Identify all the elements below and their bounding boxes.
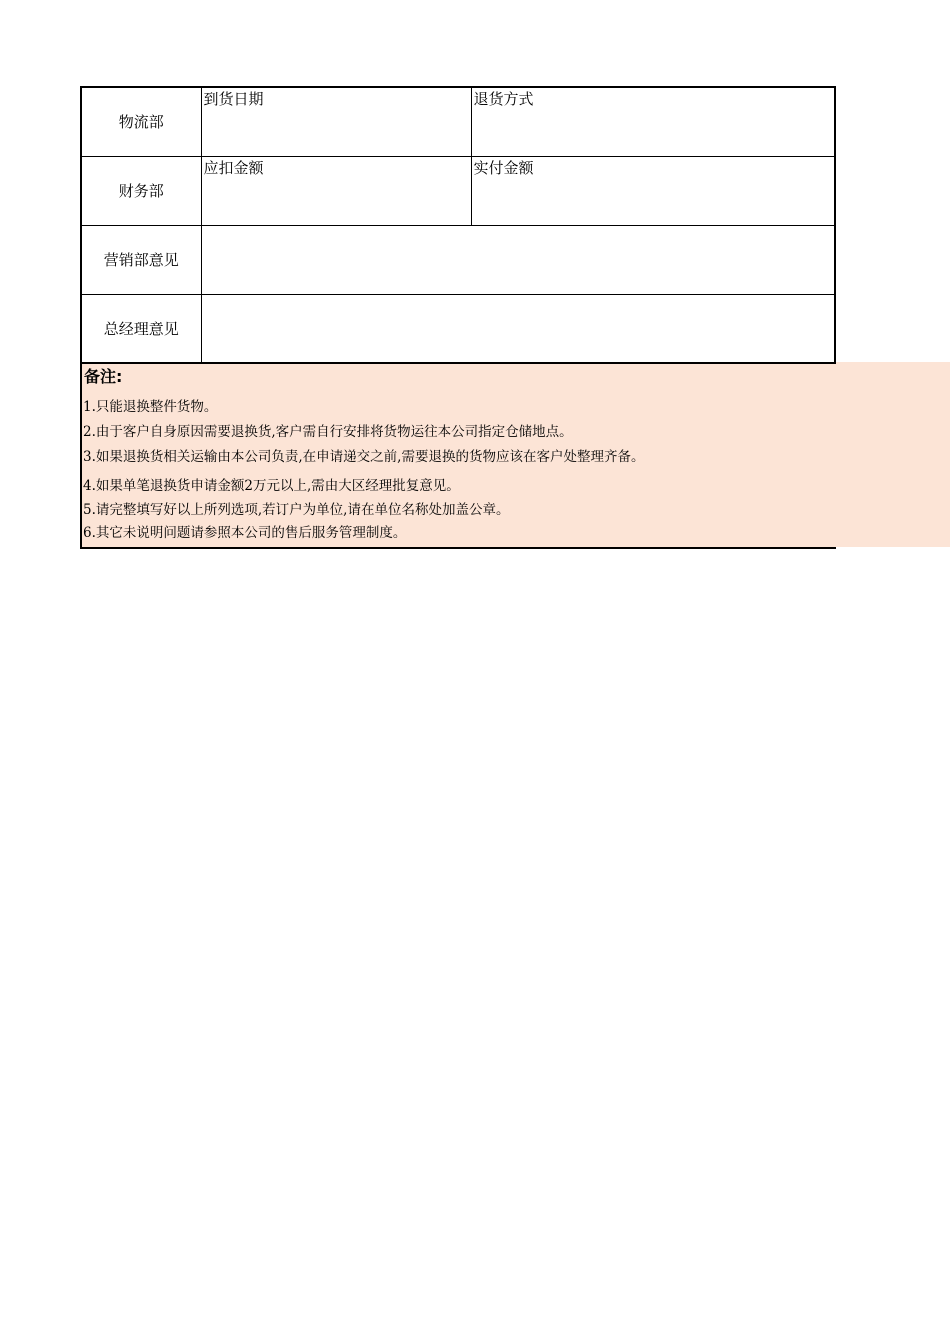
note-item-2: 2.由于客户自身原因需要退换货,客户需自行安排将货物运往本公司指定仓储地点。 [83, 424, 573, 440]
logistics-row [81, 87, 835, 156]
arrival-date-cell[interactable] [201, 87, 471, 156]
finance-row [81, 156, 835, 225]
deduct-amount-cell[interactable] [201, 156, 471, 225]
note-item-3: 3.如果退换货相关运输由本公司负责,在申请递交之前,需要退换的货物应该在客户处整理齐备。 [83, 449, 645, 465]
arrival-date-label: 到货日期 [203, 90, 264, 108]
gm-opinion-row [81, 294, 835, 363]
notes-title: 备注: [84, 367, 123, 386]
gm-opinion-field[interactable] [201, 294, 835, 363]
approval-table [80, 86, 836, 364]
deduct-amount-label: 应扣金额 [203, 158, 264, 177]
marketing-opinion-row [81, 225, 835, 294]
gm-opinion-label: 总经理意见 [81, 294, 201, 363]
dept-label-logistics: 物流部 [81, 87, 201, 156]
marketing-opinion-label: 营销部意见 [81, 225, 201, 294]
return-method-cell[interactable] [471, 87, 835, 156]
note-item-1: 1.只能退换整件货物。 [83, 399, 218, 415]
actual-paid-cell[interactable] [471, 156, 835, 225]
return-form [80, 86, 834, 364]
note-item-5: 5.请完整填写好以上所列选项,若订户为单位,请在单位名称处加盖公章。 [83, 502, 510, 518]
note-item-4: 4.如果单笔退换货申请金额2万元以上,需由大区经理批复意见。 [83, 478, 460, 494]
marketing-opinion-field[interactable] [201, 225, 835, 294]
return-method-label: 退货方式 [473, 90, 534, 108]
actual-paid-label: 实付金额 [473, 158, 534, 177]
dept-label-finance: 财务部 [81, 156, 201, 225]
note-item-6: 6.其它未说明问题请参照本公司的售后服务管理制度。 [83, 525, 407, 541]
notes-section [80, 362, 836, 549]
